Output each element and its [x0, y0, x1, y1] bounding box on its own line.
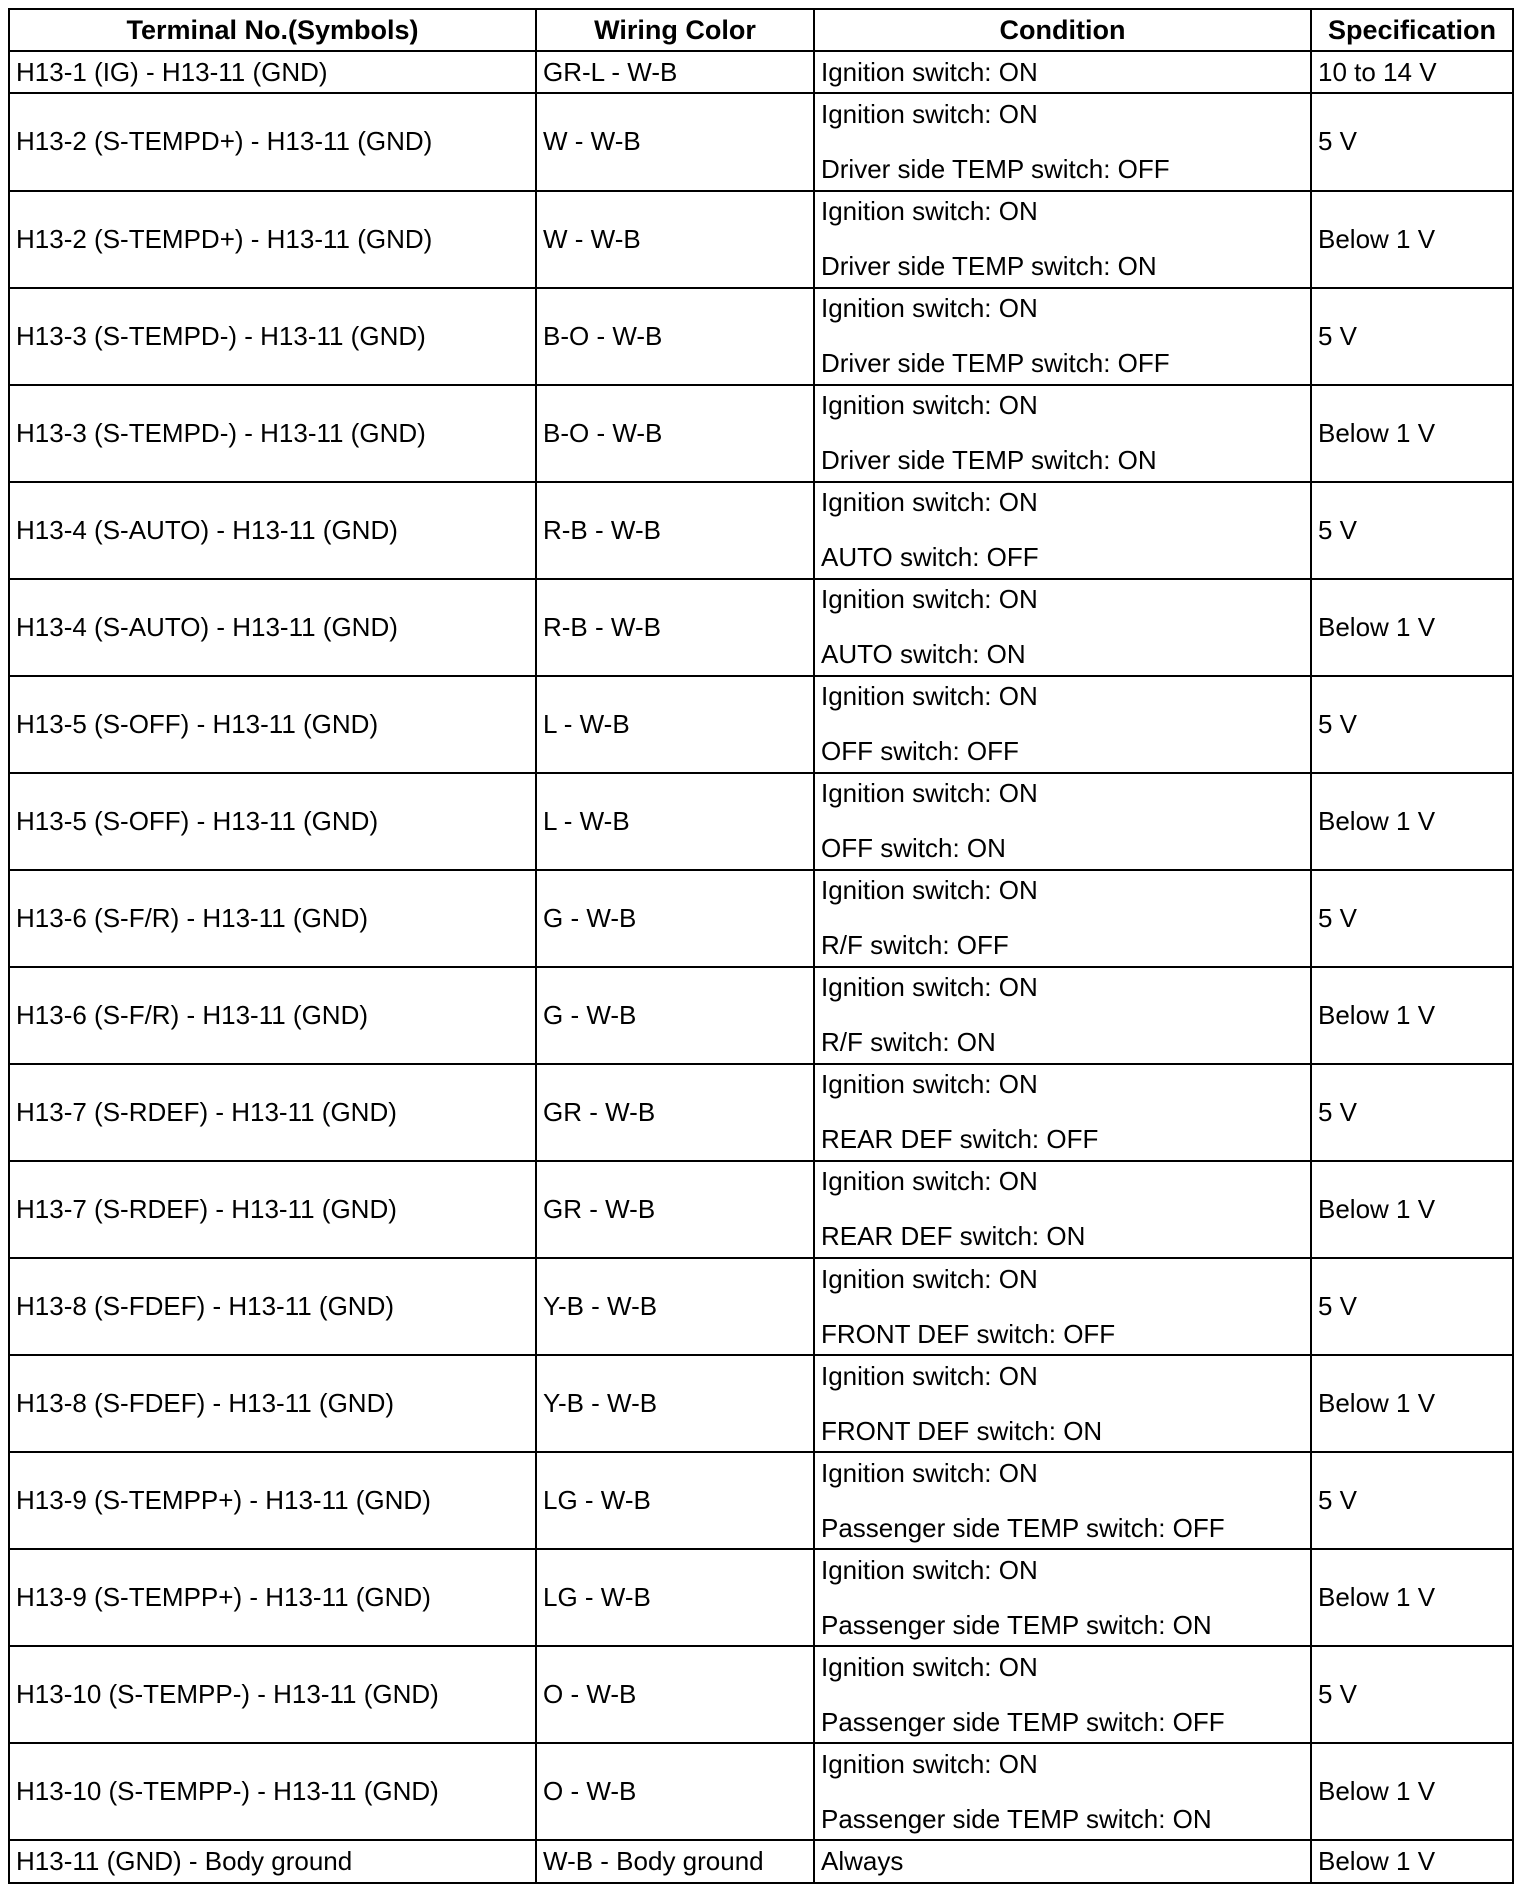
- condition-line: Ignition switch: ON: [821, 293, 1038, 324]
- condition-cell: [814, 579, 1311, 676]
- table-row: [9, 773, 1513, 870]
- wiring-color-cell: GR - W-B: [536, 1064, 814, 1161]
- terminal-cell: H13-5 (S-OFF) - H13-11 (GND): [9, 773, 536, 870]
- condition-lines: [821, 1067, 1304, 1157]
- wiring-color-cell: GR-L - W-B: [536, 51, 814, 93]
- specification-cell: Below 1 V: [1311, 1355, 1513, 1452]
- terminal-cell: H13-2 (S-TEMPD+) - H13-11 (GND): [9, 191, 536, 288]
- table-row: [9, 1840, 1513, 1883]
- condition-line: Driver side TEMP switch: OFF: [821, 348, 1170, 379]
- terminal-cell: H13-9 (S-TEMPP+) - H13-11 (GND): [9, 1452, 536, 1549]
- wiring-color-cell: LG - W-B: [536, 1549, 814, 1646]
- wiring-color-cell: R-B - W-B: [536, 482, 814, 579]
- condition-cell: [814, 288, 1311, 385]
- terminal-cell: H13-10 (S-TEMPP-) - H13-11 (GND): [9, 1743, 536, 1840]
- terminal-cell: H13-4 (S-AUTO) - H13-11 (GND): [9, 482, 536, 579]
- terminal-cell: H13-6 (S-F/R) - H13-11 (GND): [9, 870, 536, 967]
- condition-line: Driver side TEMP switch: ON: [821, 251, 1157, 282]
- table-body: [9, 51, 1513, 1883]
- specification-cell: Below 1 V: [1311, 191, 1513, 288]
- condition-lines: [821, 1164, 1304, 1254]
- wiring-color-cell: B-O - W-B: [536, 385, 814, 482]
- condition-cell: [814, 1452, 1311, 1549]
- terminal-cell: H13-4 (S-AUTO) - H13-11 (GND): [9, 579, 536, 676]
- wiring-color-cell: O - W-B: [536, 1743, 814, 1840]
- wiring-color-cell: G - W-B: [536, 870, 814, 967]
- table-row: [9, 1355, 1513, 1452]
- specification-cell: 5 V: [1311, 1258, 1513, 1355]
- condition-line: Ignition switch: ON: [821, 1263, 1038, 1294]
- table-row: [9, 288, 1513, 385]
- table-row: [9, 1161, 1513, 1258]
- condition-cell: [814, 482, 1311, 579]
- condition-cell: Always: [814, 1840, 1311, 1883]
- condition-cell: [814, 93, 1311, 190]
- condition-lines: [821, 873, 1304, 963]
- condition-cell: [814, 191, 1311, 288]
- table-row: [9, 385, 1513, 482]
- specification-cell: 5 V: [1311, 870, 1513, 967]
- condition-lines: [821, 194, 1304, 284]
- terminal-cell: H13-7 (S-RDEF) - H13-11 (GND): [9, 1064, 536, 1161]
- terminal-cell: H13-10 (S-TEMPP-) - H13-11 (GND): [9, 1646, 536, 1743]
- condition-line: Ignition switch: ON: [821, 681, 1038, 712]
- table-row: [9, 967, 1513, 1064]
- terminal-cell: H13-9 (S-TEMPP+) - H13-11 (GND): [9, 1549, 536, 1646]
- condition-cell: [814, 967, 1311, 1064]
- condition-line: Ignition switch: ON: [821, 98, 1038, 129]
- condition-lines: [821, 291, 1304, 381]
- condition-line: Ignition switch: ON: [821, 1360, 1038, 1391]
- terminal-spec-table: [8, 8, 1514, 1884]
- table-row: [9, 1743, 1513, 1840]
- table-row: [9, 1646, 1513, 1743]
- header-terminal: Terminal No.(Symbols): [9, 9, 536, 51]
- condition-lines: [821, 1359, 1304, 1449]
- condition-lines: [821, 388, 1304, 478]
- condition-line: Ignition switch: ON: [821, 584, 1038, 615]
- condition-line: Ignition switch: ON: [821, 875, 1038, 906]
- specification-cell: Below 1 V: [1311, 1549, 1513, 1646]
- table-row: [9, 1452, 1513, 1549]
- terminal-cell: H13-8 (S-FDEF) - H13-11 (GND): [9, 1258, 536, 1355]
- condition-cell: [814, 1064, 1311, 1161]
- wiring-color-cell: G - W-B: [536, 967, 814, 1064]
- condition-lines: [821, 1553, 1304, 1643]
- terminal-cell: H13-1 (IG) - H13-11 (GND): [9, 51, 536, 93]
- table-row: [9, 482, 1513, 579]
- table-row: [9, 191, 1513, 288]
- header-condition: Condition: [814, 9, 1311, 51]
- terminal-cell: H13-7 (S-RDEF) - H13-11 (GND): [9, 1161, 536, 1258]
- condition-line: AUTO switch: ON: [821, 639, 1026, 670]
- condition-lines: [821, 1262, 1304, 1352]
- specification-cell: Below 1 V: [1311, 967, 1513, 1064]
- header-specification: Specification: [1311, 9, 1513, 51]
- condition-line: AUTO switch: OFF: [821, 542, 1039, 573]
- table-row: [9, 676, 1513, 773]
- condition-line: Ignition switch: ON: [821, 778, 1038, 809]
- condition-line: Ignition switch: ON: [821, 1651, 1038, 1682]
- condition-lines: [821, 582, 1304, 672]
- terminal-cell: H13-5 (S-OFF) - H13-11 (GND): [9, 676, 536, 773]
- specification-cell: Below 1 V: [1311, 773, 1513, 870]
- condition-lines: [821, 1650, 1304, 1740]
- condition-line: Driver side TEMP switch: OFF: [821, 153, 1170, 184]
- condition-line: Ignition switch: ON: [821, 1457, 1038, 1488]
- wiring-color-cell: R-B - W-B: [536, 579, 814, 676]
- condition-cell: [814, 1549, 1311, 1646]
- condition-line: FRONT DEF switch: OFF: [821, 1318, 1116, 1349]
- specification-cell: Below 1 V: [1311, 579, 1513, 676]
- specification-cell: 5 V: [1311, 1452, 1513, 1549]
- table-row: [9, 1258, 1513, 1355]
- condition-line: OFF switch: OFF: [821, 736, 1019, 767]
- condition-lines: [821, 679, 1304, 769]
- condition-cell: [814, 870, 1311, 967]
- terminal-cell: H13-6 (S-F/R) - H13-11 (GND): [9, 967, 536, 1064]
- terminal-cell: H13-11 (GND) - Body ground: [9, 1840, 536, 1883]
- wiring-color-cell: B-O - W-B: [536, 288, 814, 385]
- wiring-color-cell: Y-B - W-B: [536, 1355, 814, 1452]
- table-row: [9, 51, 1513, 93]
- condition-line: Ignition switch: ON: [821, 1069, 1038, 1100]
- wiring-color-cell: W - W-B: [536, 191, 814, 288]
- wiring-color-cell: L - W-B: [536, 773, 814, 870]
- wiring-color-cell: GR - W-B: [536, 1161, 814, 1258]
- terminal-cell: H13-2 (S-TEMPD+) - H13-11 (GND): [9, 93, 536, 190]
- condition-line: Ignition switch: ON: [821, 487, 1038, 518]
- condition-line: R/F switch: ON: [821, 1027, 996, 1058]
- terminal-cell: H13-3 (S-TEMPD-) - H13-11 (GND): [9, 385, 536, 482]
- specification-cell: Below 1 V: [1311, 1743, 1513, 1840]
- wiring-color-cell: W - W-B: [536, 93, 814, 190]
- specification-cell: 5 V: [1311, 93, 1513, 190]
- table-row: [9, 1064, 1513, 1161]
- specification-cell: Below 1 V: [1311, 1161, 1513, 1258]
- condition-line: Passenger side TEMP switch: OFF: [821, 1706, 1225, 1737]
- terminal-cell: H13-3 (S-TEMPD-) - H13-11 (GND): [9, 288, 536, 385]
- condition-cell: [814, 676, 1311, 773]
- condition-line: Ignition switch: ON: [821, 1748, 1038, 1779]
- condition-lines: [821, 1456, 1304, 1546]
- wiring-color-cell: O - W-B: [536, 1646, 814, 1743]
- condition-cell: [814, 1355, 1311, 1452]
- condition-cell: [814, 1258, 1311, 1355]
- condition-lines: [821, 970, 1304, 1060]
- specification-cell: 5 V: [1311, 1646, 1513, 1743]
- specification-cell: 5 V: [1311, 1064, 1513, 1161]
- wiring-color-cell: Y-B - W-B: [536, 1258, 814, 1355]
- condition-lines: [821, 485, 1304, 575]
- condition-cell: Ignition switch: ON: [814, 51, 1311, 93]
- specification-cell: Below 1 V: [1311, 385, 1513, 482]
- condition-lines: [821, 97, 1304, 187]
- condition-line: Ignition switch: ON: [821, 972, 1038, 1003]
- specification-cell: 5 V: [1311, 482, 1513, 579]
- table-row: [9, 93, 1513, 190]
- condition-line: R/F switch: OFF: [821, 930, 1009, 961]
- table-row: [9, 1549, 1513, 1646]
- condition-line: Passenger side TEMP switch: ON: [821, 1609, 1212, 1640]
- condition-line: Ignition switch: ON: [821, 1554, 1038, 1585]
- condition-line: Passenger side TEMP switch: ON: [821, 1803, 1212, 1834]
- specification-cell: 5 V: [1311, 288, 1513, 385]
- condition-line: OFF switch: ON: [821, 833, 1006, 864]
- wiring-color-cell: L - W-B: [536, 676, 814, 773]
- condition-line: Ignition switch: ON: [821, 196, 1038, 227]
- condition-cell: [814, 1646, 1311, 1743]
- table-row: [9, 579, 1513, 676]
- specification-cell: 10 to 14 V: [1311, 51, 1513, 93]
- condition-line: REAR DEF switch: ON: [821, 1221, 1086, 1252]
- condition-line: Driver side TEMP switch: ON: [821, 445, 1157, 476]
- specification-cell: 5 V: [1311, 676, 1513, 773]
- condition-line: Ignition switch: ON: [821, 1166, 1038, 1197]
- specification-cell: Below 1 V: [1311, 1840, 1513, 1883]
- condition-line: Ignition switch: ON: [821, 390, 1038, 421]
- condition-cell: [814, 1743, 1311, 1840]
- condition-line: Passenger side TEMP switch: OFF: [821, 1512, 1225, 1543]
- condition-cell: [814, 773, 1311, 870]
- terminal-cell: H13-8 (S-FDEF) - H13-11 (GND): [9, 1355, 536, 1452]
- table-row: [9, 870, 1513, 967]
- condition-lines: [821, 1747, 1304, 1837]
- condition-cell: [814, 1161, 1311, 1258]
- wiring-color-cell: LG - W-B: [536, 1452, 814, 1549]
- header-row: [9, 9, 1513, 51]
- condition-cell: [814, 385, 1311, 482]
- wiring-color-cell: W-B - Body ground: [536, 1840, 814, 1883]
- condition-line: REAR DEF switch: OFF: [821, 1124, 1099, 1155]
- header-wiring-color: Wiring Color: [536, 9, 814, 51]
- condition-lines: [821, 776, 1304, 866]
- condition-line: FRONT DEF switch: ON: [821, 1415, 1103, 1446]
